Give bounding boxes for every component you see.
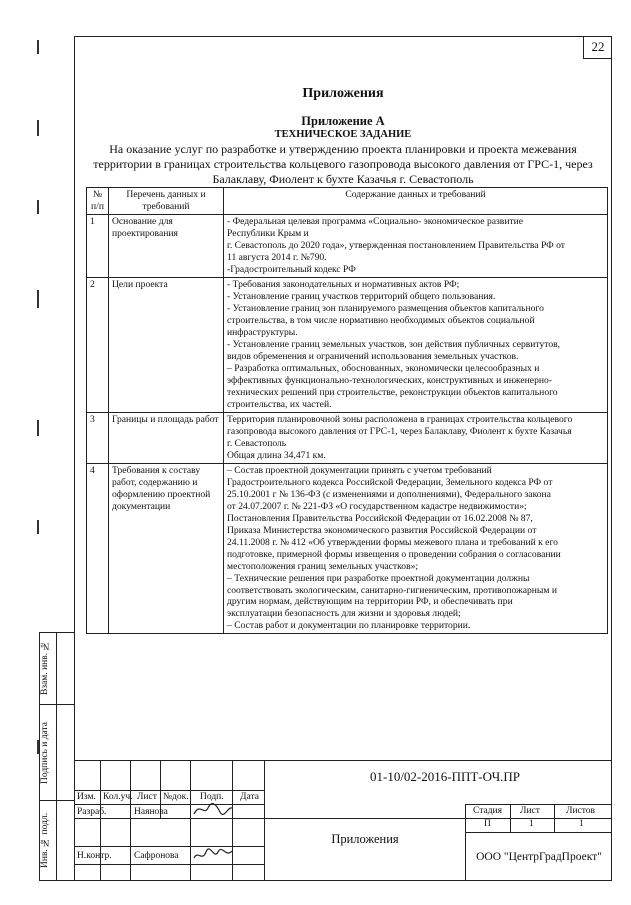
stamp-row-line	[74, 804, 264, 805]
listov-label: Листов	[566, 806, 596, 816]
row-content	[224, 277, 608, 412]
content-line: местоположения границ земельных участков»;	[227, 560, 419, 572]
signature-razrab	[192, 800, 234, 818]
content-line: - Установление границ участков территорий общего пользования.	[227, 290, 496, 302]
binding-mark	[37, 40, 39, 54]
row-item: Цели проекта	[109, 277, 224, 412]
label-inv-podl: Инв. № подл.	[40, 812, 50, 869]
stamp-doc-title: Приложения	[331, 832, 399, 846]
header-num: № п/п	[87, 188, 109, 215]
row-num: 3	[87, 412, 109, 463]
content-line: - Требования законодательных и нормативных актов РФ;	[227, 278, 460, 290]
label-podpis-data: Подпись и дата	[40, 721, 50, 784]
label-vzam-inv: Взам. инв. №	[40, 640, 50, 696]
content-line: подготовке, примерной формы извещения о проведении собрания о согласовании	[227, 548, 561, 560]
content-line: - Установление границ зон планируемого размещения объектов капитального	[227, 302, 544, 314]
appendix-label: Приложение А	[301, 114, 385, 128]
stamp-top-line	[74, 760, 612, 761]
signature-nkontr	[192, 846, 234, 864]
stamp-row-line	[74, 790, 264, 791]
binding-mark	[37, 290, 39, 308]
table-row	[87, 463, 608, 634]
binding-mark	[37, 120, 39, 136]
content-line: – Состав работ и документации по планировке территории.	[227, 620, 471, 632]
content-line: г. Севастополь	[227, 437, 287, 449]
row-item: Требования к составу работ, содержанию и оформлению проектной документации	[109, 463, 224, 634]
nkontr-label: Н.контр.	[77, 851, 112, 861]
binding-mark	[37, 420, 39, 436]
page-title: Приложения	[302, 86, 384, 101]
organization: ООО "ЦентрГрадПроект"	[476, 851, 602, 863]
header-item: Перечень данных и требований	[109, 188, 224, 215]
table-row	[87, 214, 608, 277]
content-line: строительства, в том числе нормативно необходимых объектов социальной	[227, 314, 535, 326]
content-line: 11 августа 2014 г. №790.	[227, 251, 327, 263]
col-podp: Подп.	[200, 792, 224, 802]
stamp-row-line	[465, 832, 612, 833]
content-line: от 24.07.2007 г. № 221-ФЗ «О государственном кадастре недвижимости»;	[227, 500, 527, 512]
content-line: строительства, их частей.	[227, 398, 332, 410]
subject-line-3: Балаклаву, Фиолент к бухте Казачья г. Севастополь	[212, 172, 474, 186]
doc-code: 01-10/02-2016-ППТ-ОЧ.ПР	[369, 769, 521, 784]
content-line: Территория планировочной зоны расположена в границах строительства кольцевого	[227, 413, 573, 425]
col-list: Лист	[137, 792, 157, 802]
requirements-table	[86, 187, 608, 636]
content-line: 24.11.2008 г. № 412 «Об утверждении формы межевого плана и требований к его	[227, 536, 558, 548]
content-line: Постановления Правительства Российской Федерации от 16.02.2008 № 87,	[227, 512, 533, 524]
content-line: -Градостроительный кодекс РФ	[227, 263, 356, 275]
content-line: г. Севастополь до 2020 года», утвержденная постановлением Правительства РФ от	[227, 239, 565, 251]
content-line: Общая длина 34,471 км.	[227, 449, 326, 461]
stamp-col-line	[264, 760, 265, 881]
side-strip-bottom	[39, 880, 74, 881]
row-num: 4	[87, 463, 109, 634]
stamp-col-line	[190, 760, 191, 881]
content-line: другим нормам, действующим на территории РФ, и обеспечивать при	[227, 596, 513, 608]
content-line: – Состав проектной документации принять с учетом требований	[227, 464, 492, 476]
content-line: Приказа Министерства экономического развития Российской Федерации от	[227, 524, 537, 536]
subject-line-1: На оказание услуг по разработке и утверждению проекта планировки и проекта межевания	[109, 142, 577, 156]
content-line: газопровода высокого давления от ГРС-1, через Балаклаву, Фиолент к бухте Казачья	[227, 425, 572, 437]
row-num: 1	[87, 214, 109, 277]
row-content	[224, 463, 608, 634]
col-izm: Изм.	[77, 792, 96, 802]
row-content	[224, 412, 608, 463]
content-line: эффективных функционально-технологических, конструктивных и инженерно-	[227, 374, 552, 386]
table-row	[87, 277, 608, 412]
stamp-col-line	[100, 760, 101, 881]
content-line: эксплуатации безопасность для жизни и здоровья людей;	[227, 608, 461, 620]
content-line: – Разработка оптимальных, обоснованных, экономически целесообразных и	[227, 362, 540, 374]
table-row-empty	[87, 634, 608, 637]
row-content	[224, 214, 608, 277]
side-strip-divider	[56, 704, 74, 705]
col-kol: Кол.уч.	[103, 792, 133, 802]
row-item: Основание для проектирования	[109, 214, 224, 277]
content-line: - Установление границ земельных участков, зон действия публичных сервитутов,	[227, 338, 561, 350]
list-value: 1	[529, 819, 534, 829]
row-num: 2	[87, 277, 109, 412]
table-row	[87, 412, 608, 463]
col-data: Дата	[240, 792, 259, 802]
content-line: – Технические решения при разработке проектной документации должны	[227, 572, 530, 584]
side-strip-divider	[56, 632, 74, 633]
list-label: Лист	[520, 806, 540, 816]
col-ndok: №док.	[163, 792, 189, 802]
stamp-col-line	[130, 760, 131, 881]
side-strip-border	[56, 632, 57, 881]
content-line: Градостроительного кодекса Российской Федерации, Земельного кодекса РФ от	[227, 476, 553, 488]
content-line: 25.10.2001 г № 136-ФЗ (с изменениями и дополнениями), Федерального закона	[227, 488, 551, 500]
content-line: - Федеральная целевая программа «Социально- экономическое развитие	[227, 215, 524, 227]
doc-type: ТЕХНИЧЕСКОЕ ЗАДАНИЕ	[274, 129, 412, 140]
table-header-row	[87, 188, 608, 215]
stamp-row-line	[465, 804, 612, 805]
stadia-value: П	[484, 819, 491, 829]
content-line: соответствовать экологическим, санитарно-гигиеническим, противопожарным и	[227, 584, 557, 596]
nkontr-name: Сафронова	[134, 851, 179, 861]
stamp-col-line	[465, 804, 466, 881]
binding-mark	[37, 200, 39, 214]
stamp-row-line	[74, 864, 264, 865]
page-number: 22	[583, 37, 612, 59]
binding-mark	[37, 520, 39, 534]
subject-line-2: территории в границах строительства кольцевого газопровода высокого давления от ГРС-1, через	[93, 157, 593, 171]
stamp-row-line	[74, 846, 264, 847]
listov-value: 1	[579, 819, 584, 829]
content-line: Республики Крым и	[227, 227, 309, 239]
header-content: Содержание данных и требований	[224, 188, 608, 215]
side-strip-divider	[56, 800, 74, 801]
row-item: Границы и площадь работ	[109, 412, 224, 463]
razrab-label: Разраб.	[77, 807, 107, 817]
content-line: видов обременения и ограничений использования земельных участков.	[227, 350, 519, 362]
razrab-name: Наянова	[134, 807, 168, 817]
stamp-col-line	[510, 804, 511, 832]
stamp-col-line	[554, 804, 555, 832]
content-line: технических решений при строительстве, реконструкции объектов капитального	[227, 386, 558, 398]
content-line: инфраструктуры.	[227, 326, 298, 338]
stadia-label: Стадия	[473, 806, 502, 816]
